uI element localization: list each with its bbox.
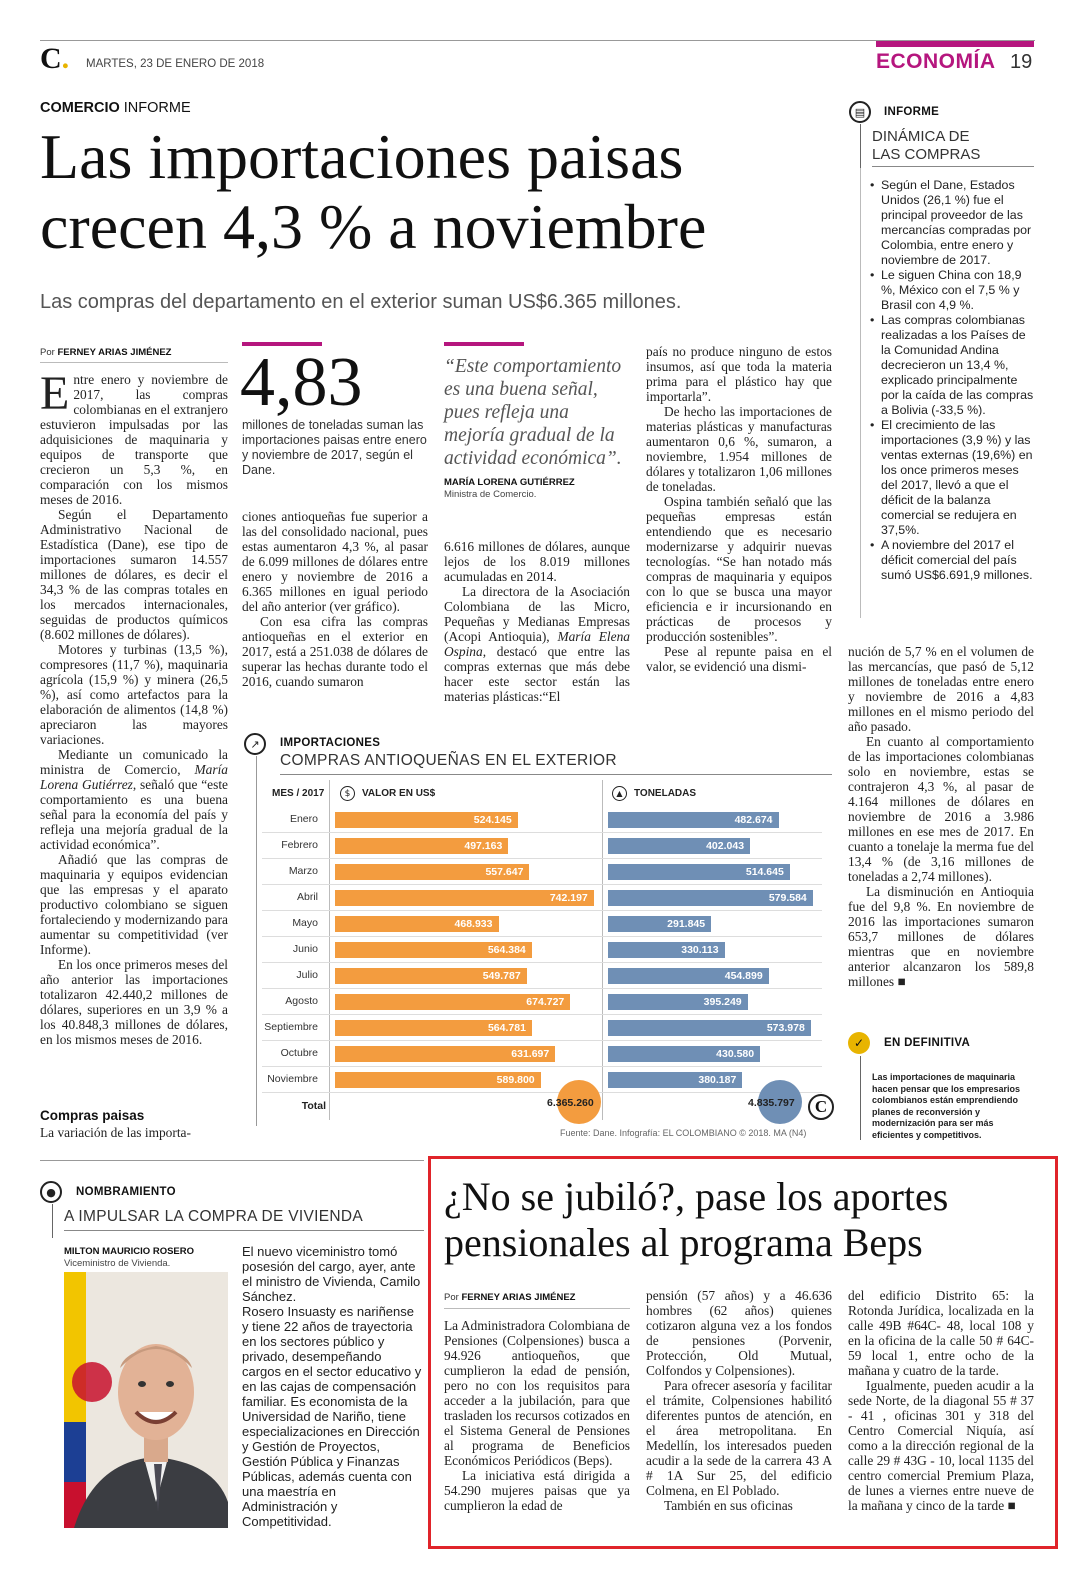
chart-row <box>262 911 822 937</box>
chart <box>262 780 832 1120</box>
section-name: ECONOMÍA <box>876 50 996 73</box>
tons-bar-label: 579.584 <box>768 892 807 904</box>
quote-accent <box>444 342 524 346</box>
informe-bullet: • A noviembre del 2017 el déficit comercial del país sumó US$6.691,9 millones. <box>870 538 1035 583</box>
tons-bar-label: 395.249 <box>703 996 742 1008</box>
value-bar <box>335 1046 555 1062</box>
page-number: 19 <box>1010 51 1033 73</box>
chart-col-value: VALOR EN US$ <box>362 788 436 799</box>
tons-bar-label: 402.043 <box>706 840 745 852</box>
chart-col-month: MES / 2017 <box>272 788 325 799</box>
beps-col-2: pensión (57 años) y a 46.636 hombres (62 años) quienes cotizaron alguna vez a los fondos de pensiones (Porvenir, Protección, Old Mutual, Colfondos y Colpensiones). Para ofrecer asesoría y facilitar el trámite, Colpensiones habilitó diferentes puntos de atención, en el área metropolitana. En Medellín, los interesados pueden acudir a la sede de la carrera 43 A # 1A Sur 25, del edificio Colmena, en El Poblado. También en sus oficinas <box>646 1288 832 1513</box>
beps-col-1: La Administradora Colombiana de Pensiones (Colpensiones) busca a 94.926 antioqueños, que cumplieron la edad de pensión, pero no con los requisitos para acceder a la jubilación, para que trasladen los recursos cotizados en el Sistema General de Pensiones al programa de Beneficios Económicos Periódicos (Beps). La iniciativa está dirigida a 54.290 mujeres paisas que ya cumplieron la edad de <box>444 1318 630 1513</box>
headline-line-2: crecen 4,3 % a noviembre <box>40 191 707 262</box>
value-bar-label: 631.697 <box>511 1048 550 1060</box>
tons-bar <box>608 890 813 906</box>
chart-row <box>262 859 822 885</box>
bottom-divider <box>40 1160 424 1161</box>
informe-side-line <box>860 168 861 618</box>
big-number: 4,83 <box>240 344 363 421</box>
beps-headline-line-2: pensionales al programa Beps <box>444 1220 923 1265</box>
person-icon: ● <box>40 1181 62 1203</box>
quote-role: Ministra de Comercio. <box>444 489 537 500</box>
nombramiento-kicker: NOMBRAMIENTO <box>76 1186 176 1198</box>
tons-bar-label: 380.187 <box>698 1074 737 1086</box>
value-bar-label: 557.647 <box>485 866 524 878</box>
total-tons-label: 4.835.797 <box>748 1097 795 1109</box>
document-icon: ▤ <box>849 101 871 123</box>
informe-title: DINÁMICA DE LAS COMPRAS <box>872 128 981 163</box>
tons-bar-label: 330.113 <box>681 944 719 956</box>
chart-row <box>262 1041 822 1067</box>
photo-name: MILTON MAURICIO ROSERO <box>64 1246 195 1257</box>
chart-month-label: Noviembre <box>267 1073 318 1085</box>
beps-headline <box>444 1174 948 1266</box>
article-col-4: país no produce ninguno de estos insumos, así que toda la materia prima para el plástico hay que importarla”. De hecho las importaciones de materias plásticas y manufacturas aumentaron 0,6 %, sumaron, a noviembre, 1.954 millones de dólares y totalizaron 1,06 millones de toneladas. Ospina también señaló que las pequeñas empresas están entendiendo que es necesario modernizarse y adquirir nuevas tecnologías. “Se han notado más compras de maquinaria y equipos con lo que se busca una mayor eficiencia e ir incursionando en prácticas de procesos y producción sostenibles”. Pese al repunte paisa en el valor, se evidenció una dismi- <box>646 344 832 674</box>
chart-total-label: Total <box>301 1100 326 1112</box>
byline-rule <box>40 362 228 363</box>
chart-month-label: Abril <box>296 891 318 903</box>
definitiva-vline <box>860 1056 861 1140</box>
tons-bar <box>608 1020 811 1036</box>
chart-vline <box>256 756 257 1126</box>
logo: C. <box>40 42 70 75</box>
col1-end: La variación de las importa- <box>40 1125 191 1140</box>
chart-month-label: Junio <box>292 943 318 955</box>
kicker-bold: COMERCIO <box>40 100 120 116</box>
value-bar-label: 468.933 <box>454 918 493 930</box>
chart-row <box>262 885 822 911</box>
tons-bar-label: 482.674 <box>734 814 773 826</box>
chart-row <box>262 1067 822 1093</box>
value-bar-label: 674.727 <box>526 996 565 1008</box>
weight-icon: ▲ <box>612 786 627 801</box>
chart-month-label: Julio <box>296 969 318 981</box>
tons-bar <box>608 812 779 828</box>
tons-bar <box>608 1072 742 1088</box>
headline-line-1: Las importaciones paisas <box>40 121 684 192</box>
dollar-icon: $ <box>340 786 355 801</box>
chart-logo: C <box>808 1094 834 1120</box>
trend-arrow-icon: ↗ <box>244 733 266 755</box>
nombramiento-rule <box>64 1230 424 1231</box>
chart-kicker: IMPORTACIONES <box>280 737 381 749</box>
chart-row <box>262 1015 822 1041</box>
informe-rule <box>872 166 1034 167</box>
dropcap: E <box>40 367 70 420</box>
tons-bar <box>608 968 769 984</box>
informe-bullet: • El crecimiento de las importaciones (3,9 %) y las ventas externas (19,6%) en los once primeros meses del 2017, llevó a que el déficit de la balanza comercial se redujera en 37,5%. <box>870 418 1035 538</box>
nombramiento-title: A IMPULSAR LA COMPRA DE VIVIENDA <box>64 1208 364 1225</box>
chart-source: Fuente: Dane. Infografía: EL COLOMBIANO © 2018. MA (N4) <box>560 1128 807 1138</box>
chart-month-label: Febrero <box>281 839 318 851</box>
chart-row-divider <box>262 1092 822 1093</box>
tons-bar <box>608 942 725 958</box>
tons-bar <box>608 1046 760 1062</box>
chart-month-label: Mayo <box>292 917 318 929</box>
subheadline: Las compras del departamento en el exterior suman US$6.365 millones. <box>40 291 682 313</box>
value-bar-label: 549.787 <box>482 970 521 982</box>
chart-row <box>262 989 822 1015</box>
value-bar <box>335 916 499 932</box>
tons-bar-label: 291.845 <box>667 918 706 930</box>
tons-bar <box>608 838 750 854</box>
chart-row <box>262 807 822 833</box>
chart-title-rule <box>280 774 832 775</box>
beps-byline: Por FERNEY ARIAS JIMÉNEZ <box>444 1292 576 1303</box>
value-bar <box>335 864 529 880</box>
value-bar <box>335 1020 532 1036</box>
article-col-1: Entre enero y noviembre de 2017, las compras colombianas en el extranjero estuvieron impulsadas por las adquisiciones de maquinaria y equipos de transporte que crecieron un 5,3 %, en comparación con los mismos meses de 2016. Según el Departamento Administrativo Nacional de Estadística (Dane), ese tipo de importaciones sumaron 14.557 millones de dólares, es decir el 34,3 % de las compras totales en los mercados internacionales, seguidas de productos químicos (8.602 millones de dólares). Motores y turbinas (13,5 %), compresores (11,7 %), maquinaria agrícola (15,9 %) y minera (26,5 %), así como artefactos para la elaboración de alimentos (14,8 %) apreciaron las mayores variaciones. Mediante un comunicado la ministra de Comercio, María Lorena Gutiérrez, señaló que “este comportamiento es una buena señal para la economía del país y refleja una mejoría gradual de la actividad económica”. Añadió que las compras de maquinaria y equipos evidencian que las empresas y el aparato productivo colombiano se siguen fortaleciendo y modernizando para aumentar su competitividad (ver Informe). En los once primeros meses del año anterior las importaciones totalizaron 42.440,2 millones de dólares, superiores en un 3,9 % a los 40.848,3 millones de dólares, en los mismos meses de 2016. <box>40 367 228 1047</box>
chart-month-label: Marzo <box>288 865 318 877</box>
section-accent-bar <box>876 41 1034 47</box>
byline: Por FERNEY ARIAS JIMÉNEZ <box>40 347 172 358</box>
chart-col-tons: TONELADAS <box>634 788 697 799</box>
value-bar-label: 524.145 <box>473 814 512 826</box>
kicker-light: INFORME <box>123 100 191 116</box>
value-bar-label: 589.800 <box>496 1074 535 1086</box>
article-col-2: ciones antioqueñas fue superior a las del consolidado nacional, pues estas aumentaron 4,3 %, al pasar de 6.099 millones de dólares entre enero y noviembre de 2016 a 6.365 millones en igual periodo del año anterior (ver gráfico). Con esa cifra las compras antioqueñas en el exterior en 2017, está a 251.038 de dólares de superar las hechas durante todo el 2016, cuando sumaron <box>242 509 428 689</box>
value-bar-label: 497.163 <box>464 840 503 852</box>
beps-byline-rule <box>444 1308 630 1309</box>
photo-role: Viceministro de Vivienda. <box>64 1258 171 1269</box>
article-col-3: 6.616 millones de dólares, aunque lejos de los 8.019 millones acumuladas en 2014. La directora de la Asociación Colombiana de las Micro, Pequeñas y Medianas Empresas (Acopi Antioquia), María Elena Ospina, destacó que entre las compras externas que más debe hacer este sector están las materias plásticas:“El <box>444 539 630 704</box>
chart-month-label: Enero <box>289 813 318 825</box>
value-bar-label: 564.781 <box>487 1022 526 1034</box>
value-bar <box>335 812 518 828</box>
checklist-icon: ✓ <box>848 1032 870 1054</box>
value-bar <box>335 890 594 906</box>
pull-quote: “Este comportamiento es una buena señal, pues refleja una mejoría gradual de la actividad económica”. <box>444 356 622 469</box>
chart-row <box>262 963 822 989</box>
value-bar <box>335 994 570 1010</box>
informe-bullets <box>870 178 1035 583</box>
tons-bar-label: 573.978 <box>766 1022 805 1034</box>
chart-row <box>262 937 822 963</box>
headline <box>40 122 840 262</box>
value-bar <box>335 1072 541 1088</box>
value-bar <box>335 942 532 958</box>
total-value-label: 6.365.260 <box>547 1097 594 1109</box>
nombramiento-text: El nuevo viceministro tomó posesión del cargo, ayer, ante el ministro de Vivienda, Camilo Sánchez. Rosero Insuasty es nariñense y tiene 22 años de trayectoria en los sectores público y privado, desempeñando cargos en el sector educativo y en las cajas de compensación familiar. Es economista de la Universidad de Nariño, tiene especializaciones en Dirección y Gestión de Proyectos, Gestión Pública y Finanzas Públicas, además cuenta con una maestría en Administración y Competitividad. <box>242 1244 422 1529</box>
chart-row <box>262 833 822 859</box>
tons-bar-label: 454.899 <box>724 970 763 982</box>
article-col-5: nución de 5,7 % en el volumen de las mercancías, que pasó de 5,12 millones de toneladas entre enero y noviembre de 2016 a 4,83 millones en el mismo periodo del año pasado. En cuanto al comportamiento de las importaciones colombianas solo en noviembre, estas se contrajeron 4,3 %, al pasar de 4.164 millones de dólares en noviembre de 2016 a 3.986 millones en ese mes de 2017. En cuanto a tonelaje la merma fue del 13,4 % (de 3,16 millones de toneladas a 2,74 millones). La disminución en Antioquia fue del 9,8 %. En noviembre de 2016 las importaciones sumaron 653,7 millones de dólares mientras que en noviembre anterior alcanzaron los 589,8 millones ■ <box>848 644 1034 989</box>
beps-col-3: del edificio Distrito 65: la Rotonda Jurídica, localizada en la calle 49B #64C- 48, local 108 y en la oficina de la calle 50 # 64C-59 local 1, entre ocho de la mañana y cuatro de la tarde. Igualmente, pueden acudir a la sede Norte, de la diagonal 55 # 37 - 41 , oficinas 301 y 318 del Centro Comercial Niquía, así como a la dirección regional de la calle 29 # 43G - 10, local 1135 del centro comercial Premium Plaza, de lunes a viernes entre nueve de la mañana y cinco de la tarde ■ <box>848 1288 1034 1513</box>
value-bar-label: 564.384 <box>487 944 526 956</box>
value-bar <box>335 968 527 984</box>
portrait-illustration <box>64 1272 228 1528</box>
informe-vline <box>860 124 861 168</box>
quote-author: MARÍA LORENA GUTIÉRREZ <box>444 477 575 488</box>
value-bar <box>335 838 508 854</box>
article-kicker <box>40 100 191 116</box>
informe-bullet: • Le siguen China con 18,9 %, México con el 7,5 % y Brasil con 4,9 %. <box>870 268 1035 313</box>
informe-bullet: • Según el Dane, Estados Unidos (26,1 %) fue el principal proveedor de las mercancías compradas por Colombia, entre enero y noviembre de 2017. <box>870 178 1035 268</box>
definitiva-kicker: EN DEFINITIVA <box>884 1037 971 1049</box>
chart-month-label: Septiembre <box>264 1021 318 1033</box>
tons-bar <box>608 994 748 1010</box>
beps-headline-line-1: ¿No se jubiló?, pase los aportes <box>444 1174 949 1219</box>
portrait-photo <box>64 1272 228 1528</box>
tons-bar-label: 514.645 <box>745 866 784 878</box>
informe-kicker: INFORME <box>884 106 940 118</box>
subhead-compras-paisas: Compras paisas <box>40 1108 145 1123</box>
chart-month-label: Octubre <box>280 1047 318 1059</box>
tons-bar <box>608 864 790 880</box>
tons-bar <box>608 916 711 932</box>
big-number-caption: millones de toneladas suman las importaciones paisas entre enero y noviembre de 2017, según el Dane. <box>242 418 427 477</box>
chart-month-label: Agosto <box>285 995 318 1007</box>
chart-title: COMPRAS ANTIOQUEÑAS EN EL EXTERIOR <box>280 752 617 769</box>
value-bar-label: 742.197 <box>549 892 588 904</box>
informe-bullet: • Las compras colombianas realizadas a los Países de la Comunidad Andina decrecieron un 13,4 %, explicado principalmente por la caída de las compras a Bolivia (-33,5 %). <box>870 313 1035 418</box>
definitiva-text: Las importaciones de maquinaria hacen pensar que los empresarios colombianos están emprendiendo planes de reconversión y modernización para ser más eficientes y competitivos. <box>872 1072 1021 1140</box>
nombramiento-vline <box>52 1204 53 1238</box>
tons-bar-label: 430.580 <box>716 1048 755 1060</box>
date: MARTES, 23 DE ENERO DE 2018 <box>86 58 265 70</box>
